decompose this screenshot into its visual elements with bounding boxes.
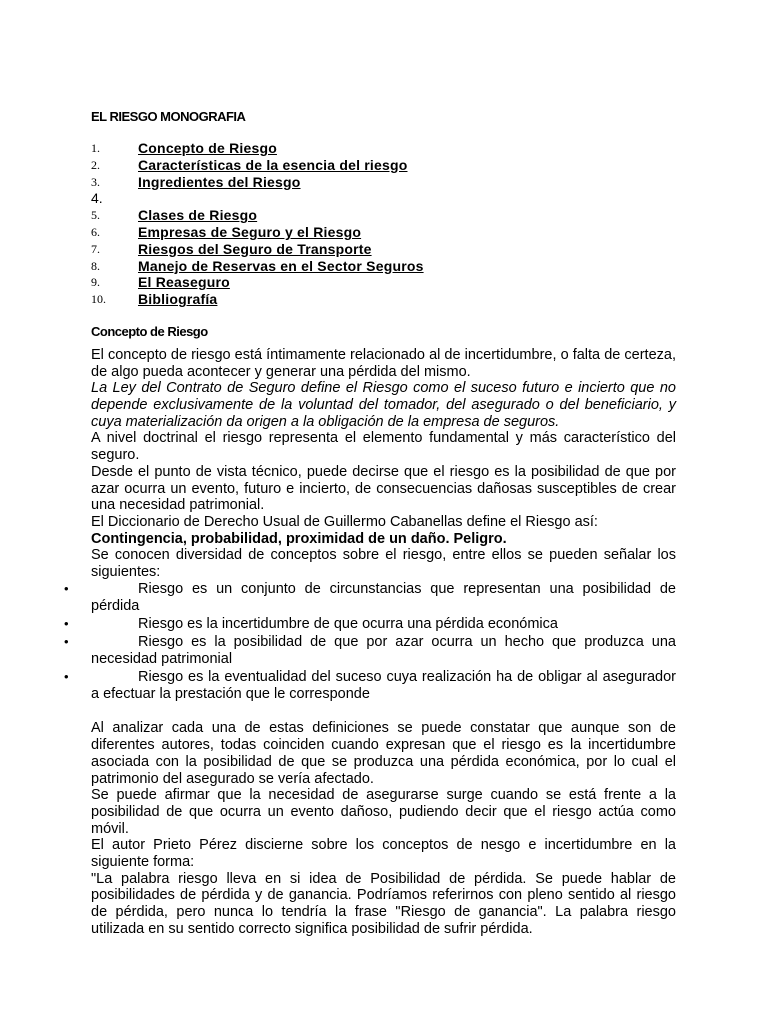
paragraph: Al analizar cada una de estas definiciones se puede constatar que aunque son de diferentes autores, todas coinciden cuando expresan que el riesgo es la incertidumbre asociada con la posibilidad de que se produzca una pérdida económica, por lo cual el patrimonio del asegurado se vería afectado. xyxy=(91,720,676,787)
toc-link[interactable]: Empresas de Seguro y el Riesgo xyxy=(138,223,362,240)
section-heading: Concepto de Riesgo xyxy=(91,323,208,339)
document-title: EL RIESGO MONOGRAFIA xyxy=(91,109,246,124)
toc-item-5[interactable] xyxy=(91,207,676,224)
toc-item-6[interactable] xyxy=(91,224,676,241)
paragraph: El concepto de riesgo está íntimamente relacionado al de incertidumbre, o falta de certeza, de algo pueda acontecer y generar una pérdida del mismo. xyxy=(91,346,676,380)
paragraph: El autor Prieto Pérez discierne sobre los conceptos de nesgo e incertidumbre en la siguiente forma: xyxy=(91,837,676,871)
toc-item-8[interactable] xyxy=(91,258,676,275)
list-item-text: Riesgo es la incertidumbre de que ocurra una pérdida económica xyxy=(138,615,558,632)
bullet-icon: • xyxy=(64,633,69,649)
toc-link[interactable]: Riesgos del Seguro de Transporte xyxy=(138,240,372,257)
list-item-text: Riesgo es la eventualidad del suceso cuya realización ha de obligar al asegurador a efectuar la prestación que le corresponde xyxy=(91,668,676,702)
list-item xyxy=(64,633,676,667)
toc-number: 8. xyxy=(91,258,100,273)
toc-number: 4. xyxy=(91,190,103,207)
bullet-icon: • xyxy=(64,668,69,684)
toc-item-7[interactable] xyxy=(91,241,676,258)
toc-number: 5. xyxy=(91,208,100,223)
list-item-text: Riesgo es un conjunto de circunstancias que representan una posibilidad de pérdida xyxy=(91,580,676,614)
toc-link[interactable]: Manejo de Reservas en el Sector Seguros xyxy=(138,257,424,274)
list-item xyxy=(64,580,676,614)
paragraph: "La palabra riesgo lleva en si idea de Posibilidad de pérdida. Se puede hablar de posibilidades de pérdida y de ganancia. Podríamos referirnos con pleno sentido al riesgo de pérdida, pero nunca lo tendría la frase "Riesgo de ganancia". La palabra riesgo utilizada en su sentido correcto significa posibilidad de sufrir pérdida. xyxy=(91,870,676,937)
document-page xyxy=(64,108,676,938)
paragraph-italic: La Ley del Contrato de Seguro define el Riesgo como el suceso futuro e incierto que no depende exclusivamente de la voluntad del tomador, del asegurado o del beneficiario, y cuya materialización da origen a la obligación de la empresa de seguros. xyxy=(91,380,676,430)
definition-list xyxy=(64,580,676,702)
toc-item-10[interactable] xyxy=(91,291,676,308)
toc-link[interactable]: Ingredientes del Riesgo xyxy=(138,173,301,190)
toc-link[interactable]: Bibliografía xyxy=(138,291,218,308)
toc-number: 10. xyxy=(91,292,106,307)
toc-item-4 xyxy=(91,190,676,207)
toc-item-3[interactable] xyxy=(91,174,676,191)
toc-link[interactable]: Características de la esencia del riesgo xyxy=(138,156,408,173)
toc-number: 6. xyxy=(91,224,100,239)
toc-link[interactable]: El Reaseguro xyxy=(138,274,230,291)
table-of-contents xyxy=(91,140,676,308)
paragraph: Se conocen diversidad de conceptos sobre el riesgo, entre ellos se pueden señalar los siguientes: xyxy=(91,547,676,581)
toc-number: 9. xyxy=(91,275,100,290)
toc-number: 3. xyxy=(91,174,100,189)
list-item xyxy=(64,615,676,633)
toc-number: 1. xyxy=(91,141,100,155)
toc-number: 2. xyxy=(91,157,100,172)
section-body xyxy=(64,346,676,938)
paragraph: Se puede afirmar que la necesidad de asegurarse surge cuando se está frente a la posibilidad de que ocurra un evento dañoso, pudiendo decir que el riesgo actúa como móvil. xyxy=(91,787,676,837)
paragraph: Desde el punto de vista técnico, puede decirse que el riesgo es la posibilidad de que por azar ocurra un evento, futuro e incierto, de consecuencias dañosas susceptibles de crear una necesidad patrimonial. xyxy=(91,463,676,514)
toc-number: 7. xyxy=(91,241,100,256)
toc-item-2[interactable] xyxy=(91,157,676,174)
toc-link[interactable]: Concepto de Riesgo xyxy=(138,140,277,156)
toc-item-1[interactable] xyxy=(91,140,676,157)
bullet-icon: • xyxy=(64,580,69,596)
blank-line xyxy=(91,704,676,721)
paragraph: A nivel doctrinal el riesgo representa el elemento fundamental y más característico del seguro. xyxy=(91,430,676,464)
paragraph: El Diccionario de Derecho Usual de Guillermo Cabanellas define el Riesgo así: xyxy=(91,514,598,530)
toc-item-9[interactable] xyxy=(91,274,676,291)
toc-link[interactable]: Clases de Riesgo xyxy=(138,207,258,224)
paragraph-bold: Contingencia, probabilidad, proximidad de un daño. Peligro. xyxy=(91,530,507,547)
list-item-text: Riesgo es la posibilidad de que por azar ocurra un hecho que produzca una necesidad patrimonial xyxy=(91,633,676,667)
list-item xyxy=(64,668,676,702)
bullet-icon: • xyxy=(64,615,69,631)
